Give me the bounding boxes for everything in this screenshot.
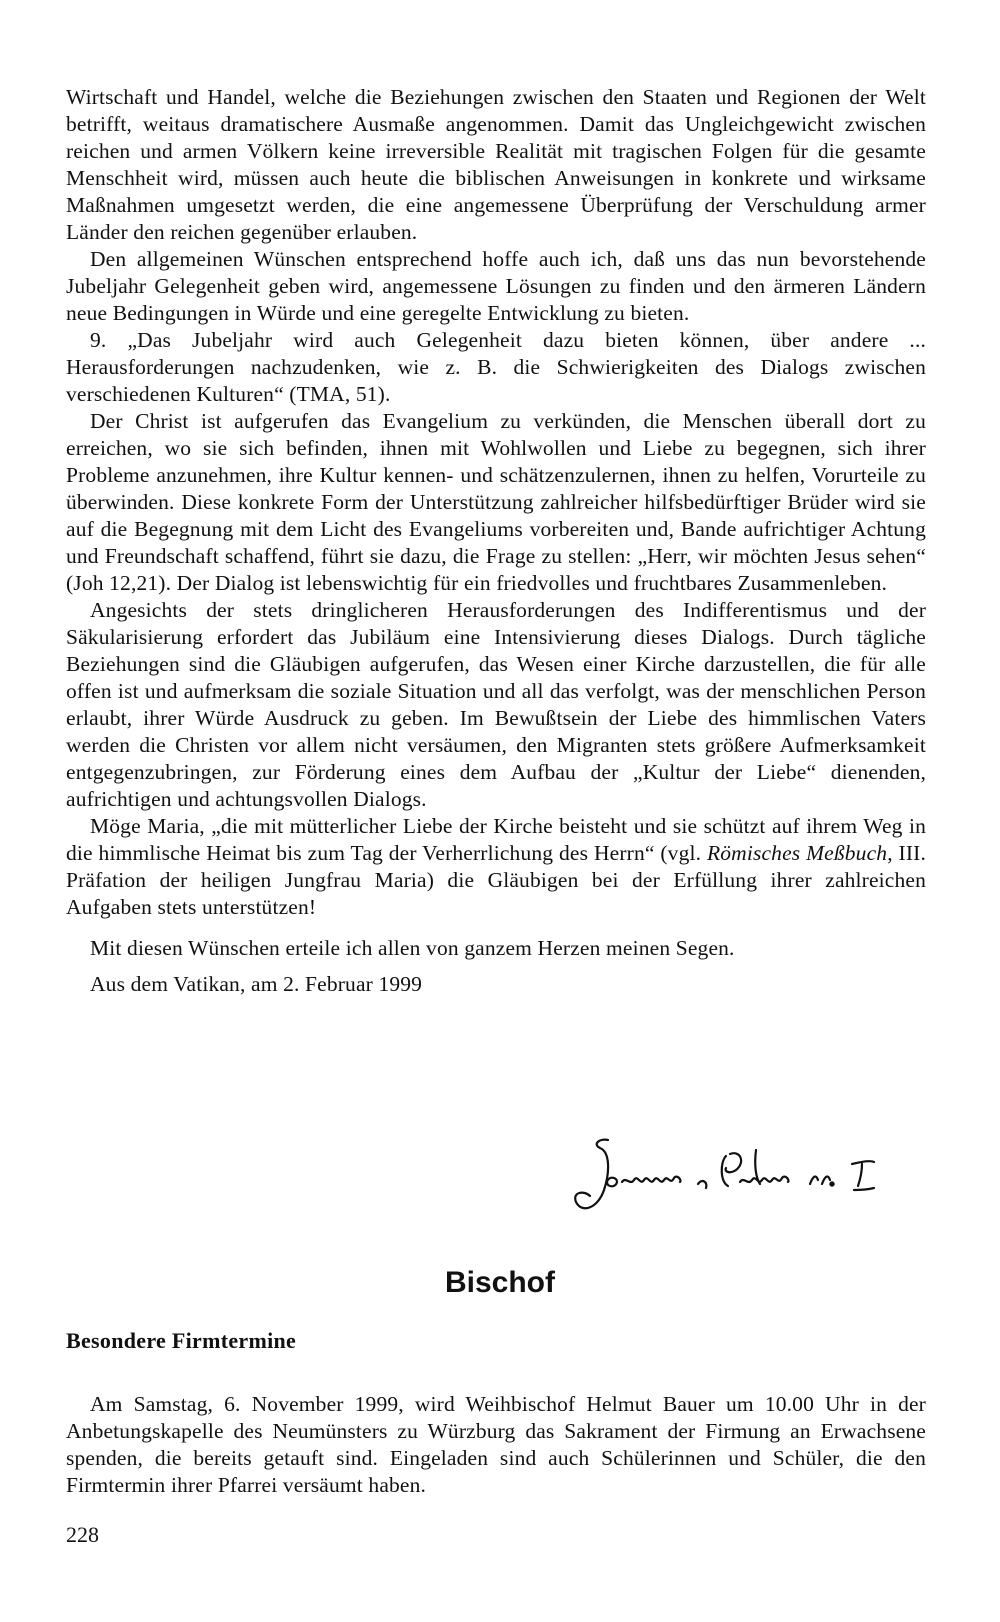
paragraph-firm-date: Am Samstag, 6. November 1999, wird Weihbischof Helmut Bauer um 10.00 Uhr in der Anbetungskapelle des Neumünsters zu Würzburg das Sakrament der Firmung an Erwachsene spenden, die bereits getauft sind. Eingeladen sind auch Schülerinnen und Schüler, die den Firmtermin ihrer Pfarrei versäumt haben. [66, 1392, 926, 1497]
page-number: 228 [66, 1522, 99, 1547]
letter-body [66, 84, 926, 998]
maria-text-after: , III. Präfation der heiligen Jungfrau Maria) die Gläubigen bei der Erfüllung ihrer zahlreichen Aufgaben stets unterstützen! [66, 841, 927, 919]
maria-text-before: Möge Maria, „die mit mütterlicher Liebe der Kirche beisteht und sie schützt auf ihrem Weg in die himmlische Heimat bis zum Tag der Verherrlichung des Herrn“ (vgl. [66, 814, 926, 865]
paragraph-economy: Wirtschaft und Handel, welche die Beziehungen zwischen den Staaten und Regionen der Welt betrifft, weitaus dramatischere Ausmaße angenommen. Damit das Ungleichgewicht zwischen reichen und armen Völkern keine irreversible Realität mit tragischen Folgen für die gesamte Menschheit wird, müssen auch heute die biblischen Anweisungen in konkrete und wirksame Maßnahmen umgesetzt werden, die eine angemessene Überprüfung der Verschuldung armer Länder den reichen gegenüber erlauben. [66, 85, 926, 244]
paragraph-jubilee-hope: Den allgemeinen Wünschen entsprechend hoffe auch ich, daß uns das nun bevorstehende Jubeljahr Gelegenheit geben wird, angemessene Lösungen zu finden und den ärmeren Ländern neue Bedingungen in Würde und eine geregelte Entwicklung zu bieten. [66, 247, 926, 325]
closing-blessing: Mit diesen Wünschen erteile ich allen von ganzem Herzen meinen Segen. [90, 936, 735, 960]
sub-heading-firmtermine: Besondere Firmtermine [66, 1328, 297, 1353]
dateline: Aus dem Vatikan, am 2. Februar 1999 [90, 972, 423, 996]
paragraph-christian-mission: Der Christ ist aufgerufen das Evangelium zu verkünden, die Menschen überall dort zu erreichen, wo sie sich befinden, ihnen mit Wohlwollen und Liebe zu begegnen, sich ihrer Probleme anzunehmen, ihre Kultur kennen- und schätzenzulernen, ihnen zu helfen, Vorurteile zu überwinden. Diese konkrete Form der Unterstützung zahlreicher hilfsbedürftiger Brüder wird sie auf die Begegnung mit dem Licht des Evangeliums vorbereiten und, Bande aufrichtiger Achtung und Freundschaft schaffend, führt sie dazu, die Frage zu stellen: „Herr, wir möchten Jesus sehen“ (Joh 12,21). Der Dialog ist lebenswichtig für ein friedvolles und fruchtbares Zusammenleben. [66, 409, 926, 595]
paragraph-maria [66, 813, 926, 921]
paragraph-9-dialog: 9. „Das Jubeljahr wird auch Gelegenheit dazu bieten können, über andere ... Herausforderungen nachzudenken, wie z. B. die Schwierigkeiten des Dialogs zwischen verschiedenen Kulturen“ (TMA, 51). [66, 328, 926, 406]
section-heading-bischof: Bischof [444, 1266, 555, 1299]
paragraph-indifferentism: Angesichts der stets dringlicheren Herausforderungen des Indifferentismus und der Säkularisierung erfordert das Jubiläum eine Intensivierung dieses Dialogs. Durch tägliche Beziehungen sind die Gläubigen aufgerufen, das Wesen einer Kirche darzustellen, die für alle offen ist und aufmerksam die soziale Situation und all das verfolgt, was der menschlichen Person erlaubt, ihrer Würde Ausdruck zu geben. Im Bewußtsein der Liebe des himmlischen Vaters werden die Christen vor allem nicht versäumen, den Migranten stets größere Aufmerksamkeit entgegenzubringen, zur Förderung eines dem Aufbau der „Kultur der Liebe“ dienenden, aufrichtigen und achtungsvollen Dialogs. [66, 598, 926, 811]
missal-title: Römisches Meßbuch [706, 841, 888, 865]
handwritten-signature [570, 1132, 930, 1222]
firm-section [66, 1391, 926, 1499]
